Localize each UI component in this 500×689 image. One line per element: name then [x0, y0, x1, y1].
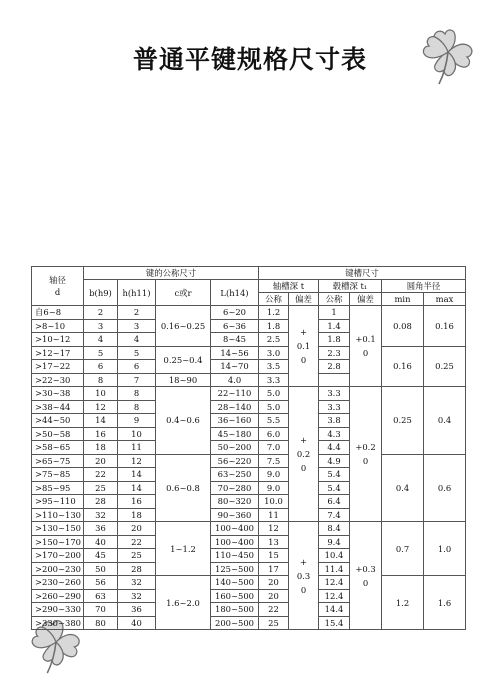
t-tolerance-header: 偏差 — [289, 293, 319, 306]
key-length-cell: 6~36 — [211, 319, 259, 333]
key-length-cell: 50~200 — [211, 441, 259, 455]
table-row — [32, 346, 466, 360]
radius-min-header: min — [382, 293, 424, 306]
shaft-diameter-cell: >150~170 — [32, 535, 84, 549]
key-height-cell: 32 — [118, 576, 156, 590]
key-width-cell: 56 — [84, 576, 118, 590]
shaft-diameter-cell: >10~12 — [32, 333, 84, 347]
table-row — [32, 576, 466, 590]
key-width-cell: 63 — [84, 589, 118, 603]
radius-min-cell: 0.4 — [382, 454, 424, 522]
shaft-depth-cell: 12 — [259, 522, 289, 536]
key-length-cell: 100~400 — [211, 535, 259, 549]
key-width-cell: 10 — [84, 387, 118, 401]
key-length-cell: 70~280 — [211, 481, 259, 495]
hub-depth-cell: 15.4 — [319, 616, 350, 630]
shaft-depth-cell: 20 — [259, 576, 289, 590]
hub-depth-cell: 4.4 — [319, 441, 350, 455]
shaft-diameter-cell: >230~260 — [32, 576, 84, 590]
key-length-cell: 56~220 — [211, 454, 259, 468]
shaft-depth-tolerance-cell: + 0.1 0 — [289, 306, 319, 387]
key-width-cell: 8 — [84, 373, 118, 387]
key-spec-table — [31, 266, 466, 630]
key-height-cell: 12 — [118, 454, 156, 468]
radius-min-cell: 1.2 — [382, 576, 424, 630]
radius-max-cell: 1.6 — [424, 576, 466, 630]
hub-depth-cell: 1.4 — [319, 319, 350, 333]
key-width-cell: 50 — [84, 562, 118, 576]
chamfer-cell: 1.6~2.0 — [156, 576, 211, 630]
chamfer-cell: 0.16~0.25 — [156, 306, 211, 347]
key-length-cell: 6~20 — [211, 306, 259, 320]
key-width-cell: 28 — [84, 495, 118, 509]
shaft-depth-cell: 17 — [259, 562, 289, 576]
table-row — [32, 387, 466, 401]
key-length-cell: 160~500 — [211, 589, 259, 603]
shaft-depth-cell: 7.0 — [259, 441, 289, 455]
radius-max-cell: 0.6 — [424, 454, 466, 522]
shaft-diameter-cell: >110~130 — [32, 508, 84, 522]
key-width-cell: 14 — [84, 414, 118, 428]
key-width-cell: 5 — [84, 346, 118, 360]
shaft-depth-cell: 10.0 — [259, 495, 289, 509]
shaft-depth-cell: 3.0 — [259, 346, 289, 360]
key-length-cell: 200~500 — [211, 616, 259, 630]
key-width-cell: 20 — [84, 454, 118, 468]
hub-depth-cell: 1.8 — [319, 333, 350, 347]
shaft-depth-cell: 9.0 — [259, 468, 289, 482]
key-height-cell: 20 — [118, 522, 156, 536]
hub-depth-tolerance-cell: +0.1 0 — [350, 306, 382, 387]
hub-depth-cell: 12.4 — [319, 576, 350, 590]
shaft-depth-cell: 3.5 — [259, 360, 289, 374]
shaft-diameter-cell: 自6~8 — [32, 306, 84, 320]
hub-depth-cell: 3.3 — [319, 387, 350, 401]
t1-tolerance-header: 偏差 — [350, 293, 382, 306]
key-height-cell: 14 — [118, 481, 156, 495]
shaft-depth-cell: 7.5 — [259, 454, 289, 468]
key-height-cell: 16 — [118, 495, 156, 509]
key-width-cell: 32 — [84, 508, 118, 522]
radius-min-cell: 0.7 — [382, 522, 424, 576]
key-width-cell: 36 — [84, 522, 118, 536]
t1-nominal-header: 公称 — [319, 293, 350, 306]
key-length-cell: 100~400 — [211, 522, 259, 536]
key-height-cell: 40 — [118, 616, 156, 630]
key-height-cell: 5 — [118, 346, 156, 360]
key-height-cell: 7 — [118, 373, 156, 387]
key-height-cell: 25 — [118, 549, 156, 563]
key-width-cell: 80 — [84, 616, 118, 630]
keyway-header: 键槽尺寸 — [259, 267, 466, 280]
key-width-cell: 6 — [84, 360, 118, 374]
shaft-diameter-cell: >130~150 — [32, 522, 84, 536]
hub-depth-header: 毂槽深 t₁ — [319, 280, 382, 293]
radius-header: 圆角半径 — [382, 280, 466, 293]
hub-depth-cell: 12.4 — [319, 589, 350, 603]
shaft-depth-cell: 5.0 — [259, 400, 289, 414]
radius-max-header: max — [424, 293, 466, 306]
key-width-cell: 18 — [84, 441, 118, 455]
shaft-diameter-cell: >8~10 — [32, 319, 84, 333]
shaft-diameter-cell: >330~380 — [32, 616, 84, 630]
shaft-diameter-cell: >44~50 — [32, 414, 84, 428]
key-length-cell: 14~56 — [211, 346, 259, 360]
shaft-diameter-cell: >12~17 — [32, 346, 84, 360]
hub-depth-cell: 6.4 — [319, 495, 350, 509]
shaft-diameter-cell: >290~330 — [32, 603, 84, 617]
key-length-cell: 180~500 — [211, 603, 259, 617]
key-length-cell: 8~45 — [211, 333, 259, 347]
chamfer-cell: 0.4~0.6 — [156, 387, 211, 455]
key-height-cell: 18 — [118, 508, 156, 522]
hub-depth-cell: 3.3 — [319, 400, 350, 414]
shaft-depth-cell: 1.8 — [259, 319, 289, 333]
shaft-depth-cell: 22 — [259, 603, 289, 617]
key-height-cell: 8 — [118, 387, 156, 401]
shaft-diameter-header: 轴径 d — [32, 267, 84, 306]
hub-depth-cell: 3.3 — [259, 373, 289, 387]
shaft-depth-cell: 25 — [259, 616, 289, 630]
hub-depth-cell: 8.4 — [319, 522, 350, 536]
chamfer-cell: 1~1.2 — [156, 522, 211, 576]
shaft-depth-cell: 15 — [259, 549, 289, 563]
shaft-depth-cell: 5.0 — [259, 387, 289, 401]
key-height-cell: 32 — [118, 589, 156, 603]
shaft-depth-cell: 4.0 — [211, 373, 259, 387]
key-height-cell: 36 — [118, 603, 156, 617]
key-length-cell: 14~70 — [211, 360, 259, 374]
shaft-depth-cell: 9.0 — [259, 481, 289, 495]
key-height-cell: 11 — [118, 441, 156, 455]
key-width-cell: 40 — [84, 535, 118, 549]
key-width-cell: 12 — [84, 400, 118, 414]
shaft-depth-cell: 13 — [259, 535, 289, 549]
radius-min-cell: 0.08 — [382, 306, 424, 347]
key-height-cell: 14 — [118, 468, 156, 482]
key-height-cell: 22 — [118, 535, 156, 549]
key-height-cell: 2 — [118, 306, 156, 320]
hub-depth-cell: 9.4 — [319, 535, 350, 549]
shaft-diameter-cell: >170~200 — [32, 549, 84, 563]
shaft-diameter-cell: >200~230 — [32, 562, 84, 576]
h-header: h(h11) — [118, 280, 156, 306]
key-length-cell: 80~320 — [211, 495, 259, 509]
hub-depth-cell: 5.4 — [319, 468, 350, 482]
key-width-cell: 25 — [84, 481, 118, 495]
c-header: c或r — [156, 280, 211, 306]
shaft-diameter-cell: >30~38 — [32, 387, 84, 401]
page-title: 普通平键规格尺寸表 — [132, 45, 367, 74]
shaft-depth-cell: 2.5 — [259, 333, 289, 347]
key-width-cell: 70 — [84, 603, 118, 617]
key-width-cell: 45 — [84, 549, 118, 563]
hub-depth-cell: 4.3 — [319, 427, 350, 441]
key-length-cell: 18~90 — [156, 373, 211, 387]
shaft-diameter-cell: >65~75 — [32, 454, 84, 468]
shaft-diameter-cell: >50~58 — [32, 427, 84, 441]
shaft-depth-cell: 5.5 — [259, 414, 289, 428]
shaft-depth-cell: 11 — [259, 508, 289, 522]
shaft-diameter-cell: >75~85 — [32, 468, 84, 482]
hub-depth-cell: 14.4 — [319, 603, 350, 617]
shaft-diameter-cell: >17~22 — [32, 360, 84, 374]
radius-max-cell: 1.0 — [424, 522, 466, 576]
shaft-depth-cell: 6.0 — [259, 427, 289, 441]
key-height-cell: 3 — [118, 319, 156, 333]
key-width-cell: 3 — [84, 319, 118, 333]
shaft-diameter-cell: >260~290 — [32, 589, 84, 603]
shaft-depth-header: 轴槽深 t — [259, 280, 319, 293]
hub-depth-cell: 1 — [319, 306, 350, 320]
hub-depth-cell: 3.8 — [319, 414, 350, 428]
shaft-depth-tolerance-cell: + 0.3 0 — [289, 522, 319, 630]
key-length-cell: 22~110 — [211, 387, 259, 401]
radius-max-cell: 0.25 — [424, 346, 466, 387]
table-row — [32, 454, 466, 468]
four-leaf-clover-icon — [417, 22, 479, 88]
key-width-cell: 2 — [84, 306, 118, 320]
key-length-cell: 45~180 — [211, 427, 259, 441]
key-length-cell: 28~140 — [211, 400, 259, 414]
shaft-diameter-cell: >95~110 — [32, 495, 84, 509]
hub-depth-tolerance-cell: +0.2 0 — [350, 387, 382, 522]
radius-max-cell: 0.4 — [424, 387, 466, 455]
shaft-depth-cell: 20 — [259, 589, 289, 603]
key-nominal-header: 键的公称尺寸 — [84, 267, 259, 280]
key-length-cell: 110~450 — [211, 549, 259, 563]
key-height-cell: 8 — [118, 400, 156, 414]
key-height-cell: 10 — [118, 427, 156, 441]
key-width-cell: 4 — [84, 333, 118, 347]
shaft-depth-cell: 1.2 — [259, 306, 289, 320]
radius-max-cell: 0.16 — [424, 306, 466, 347]
hub-depth-cell: 7.4 — [319, 508, 350, 522]
key-height-cell: 28 — [118, 562, 156, 576]
hub-depth-cell: 2.8 — [319, 360, 350, 374]
shaft-diameter-cell: >38~44 — [32, 400, 84, 414]
shaft-diameter-cell: >85~95 — [32, 481, 84, 495]
key-width-cell: 22 — [84, 468, 118, 482]
l-header: L(h14) — [211, 280, 259, 306]
radius-min-cell: 0.16 — [382, 346, 424, 387]
t-nominal-header: 公称 — [259, 293, 289, 306]
key-length-cell: 36~160 — [211, 414, 259, 428]
key-width-cell: 16 — [84, 427, 118, 441]
hub-depth-cell: 4.9 — [319, 454, 350, 468]
hub-depth-tolerance-cell: +0.3 0 — [350, 522, 382, 630]
chamfer-cell: 0.25~0.4 — [156, 346, 211, 373]
hub-depth-cell: 10.4 — [319, 549, 350, 563]
key-length-cell: 63~250 — [211, 468, 259, 482]
shaft-diameter-cell: >22~30 — [32, 373, 84, 387]
table-row — [32, 306, 466, 320]
hub-depth-cell: 11.4 — [319, 562, 350, 576]
table-row — [32, 522, 466, 536]
key-height-cell: 6 — [118, 360, 156, 374]
shaft-depth-tolerance-cell: + 0.2 0 — [289, 387, 319, 522]
hub-depth-cell: 5.4 — [319, 481, 350, 495]
key-length-cell: 90~360 — [211, 508, 259, 522]
radius-min-cell: 0.25 — [382, 387, 424, 455]
key-length-cell: 140~500 — [211, 576, 259, 590]
b-header: b(h9) — [84, 280, 118, 306]
key-height-cell: 9 — [118, 414, 156, 428]
chamfer-cell: 0.6~0.8 — [156, 454, 211, 522]
shaft-diameter-cell: >58~65 — [32, 441, 84, 455]
key-height-cell: 4 — [118, 333, 156, 347]
key-length-cell: 125~500 — [211, 562, 259, 576]
hub-depth-cell: 2.3 — [319, 346, 350, 360]
